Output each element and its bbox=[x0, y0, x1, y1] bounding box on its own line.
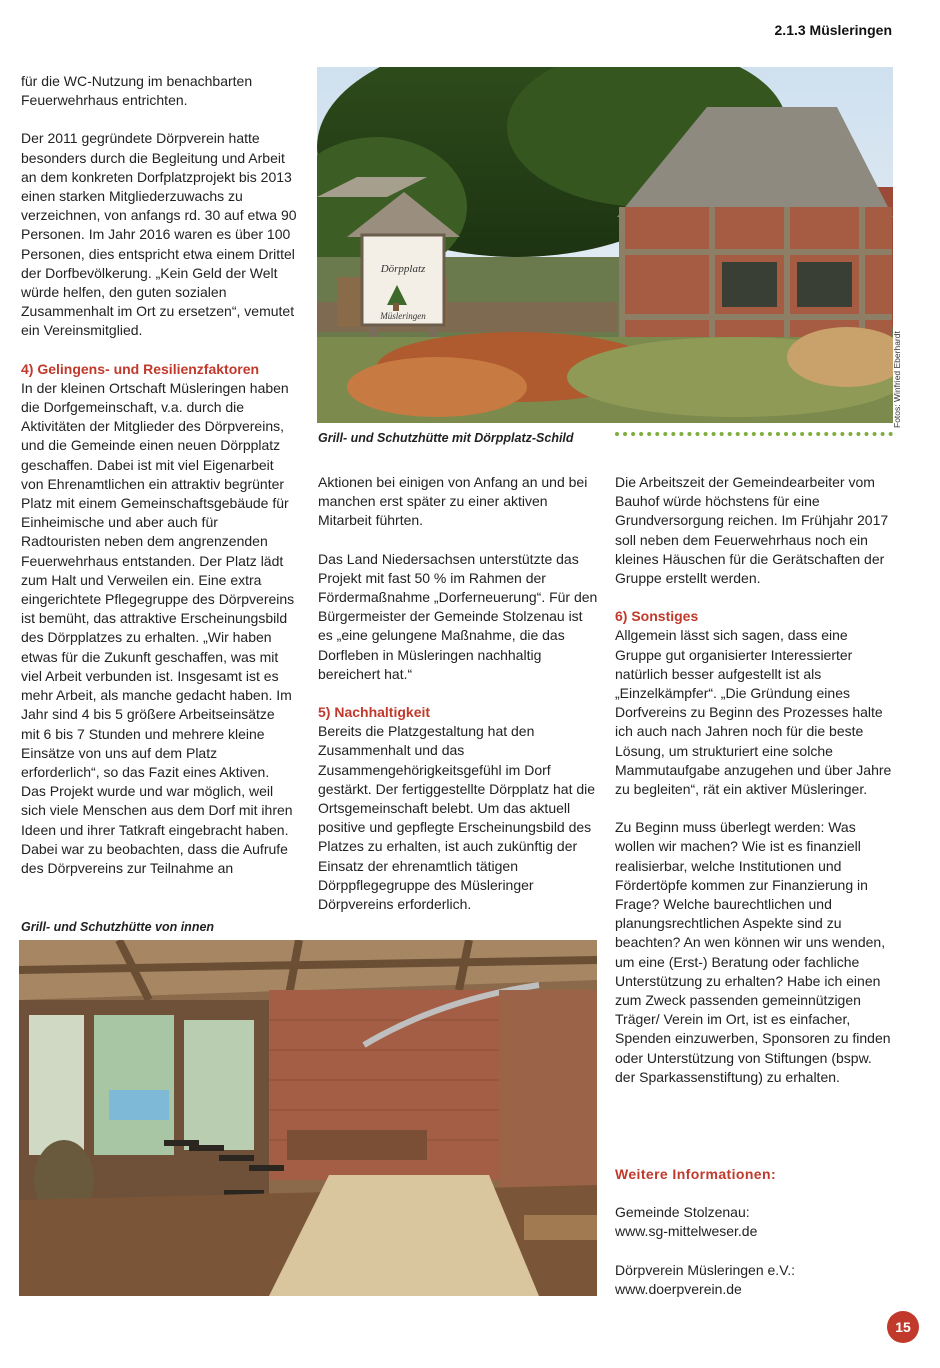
sign-text-doerpplatz: Dörpplatz bbox=[380, 263, 426, 275]
left-paragraph-3: In der kleinen Ortschaft Müsleringen haben die Dorfgemeinschaft, v.a. durch die Aktivitäten der Mitglieder des Dörpvereins, und die Gemeinde einen neuen Dörpplatz geschaffen. Dabei ist mit viel Eigenarbeit von Ehrenamtlichen ein attraktiv begrünter Platz mit einem Gemeinschaftsgebäude für Einheimische und aber auch für Radtouristen neben dem angrenzenden Feuerwehrhaus entstanden. Der Platz lädt zum Halt und Verweilen ein. Eine extra eingerichtete Pflegegruppe des Dörpvereins ist bemüht, das attraktive Erscheinungsbild des Dörpplatzes zu erhalten. „Wir haben etwas für die Zukunft geschaffen, was mit viel Arbeit verbunden ist. Insgesamt ist es mehr Arbeit, als manche gedacht haben. Im Jahr sind 4 bis 5 größere Arbeitseinsätze mit 6 bis 7 Stunden und mehrere kleine Einsätze von uns auf dem Platz erforderlich“, so das Fazit eines Aktiven. Das Projekt wurde und war möglich, weil sich viele Menschen aus dem Dorf mit ihren Ideen und ihrer Tatkraft eingebracht haben. Dabei war zu beobachten, dass die Aufrufe des Dörpvereins zur Teilnahme an bbox=[21, 379, 295, 876]
info-verein-link[interactable]: www.doerpverein.de bbox=[615, 1280, 742, 1297]
right-paragraph-3: Zu Beginn muss überlegt werden: Was wollen wir machen? Wie ist es finanziell realisierbar, welche Institutionen und Fördertöpfe kommen zur Finanzierung in Frage? Welche baurechtlichen und planungsrechtlichen Aspekte sind zu beachten? An wen können wir uns wenden, um eine (Erst-) Beratung oder fachliche Unterstützung zu erhalten? Habe ich einen zum Zweck passenden gemeinnützigen Träger/ Verein im Ort, ist es einfacher, Spenden einzuwerben, Sponsoren zu finden oder Unterstützung von Stiftungen (bspw. der Sparkassenstiftung) zu erhalten. bbox=[615, 819, 891, 1085]
info-verein-name: Dörpverein Müsleringen e.V.: bbox=[615, 1261, 796, 1278]
middle-paragraph-1: Aktionen bei einigen von Anfang an und bei manchen erst später zu einer aktiven Mitarbeit führten. bbox=[318, 474, 588, 529]
caption-top-photo: Grill- und Schutzhütte mit Dörpplatz-Schild bbox=[318, 431, 574, 445]
right-paragraph-2: Allgemein lässt sich sagen, dass eine Gruppe gut organisierter Interessierter natürlich besser aufgestellt ist als „Einzelkämpfer“. „Die Gründung eines Dorfvereins zu Beginn des Prozesses halte ich auch nach Jahren noch für die beste Lösung, um strukturiert eine solche Mammutaufgabe anzugehen und über Jahre zu begleiten“, rät ein aktiver Müsleringer. bbox=[615, 627, 892, 798]
left-paragraph-2: Der 2011 gegründete Dörpverein hatte besonders durch die Begleitung und Arbeit an dem konkreten Dorfplatzprojekt bis 2013 einen starken Mitgliederzuwachs zu verzeichnen, von anfangs rd. 30 auf etwa 90 Personen. Im Jahr 2016 waren es über 100 Personen, dies entspricht etwa einem Drittel der Dorfbevölkerung. „Kein Geld der Welt würde helfen, den guten sozialen Zusammenhalt im Ort zu ersetzen“, vemutet ein Vereinsmitglied. bbox=[21, 130, 297, 339]
middle-paragraph-3: Bereits die Platzgestaltung hat den Zusammenhalt und das Zusammengehörigkeitsgefühl im Dorf gestärkt. Der fertiggestellte Dörpplatz hat die Ortsgemeinschaft belebt. Um das aktuell positive und gepflegte Erscheinungsbild des Platzes zu erhalten, ist auch zukünftig der Einsatz der ehrenamtlich tätigen Dörppflegegruppe des Müsleringer Dörpvereins erforderlich. bbox=[318, 723, 596, 913]
left-paragraph-1: für die WC-Nutzung im benachbarten Feuerwehrhaus entrichten. bbox=[21, 73, 253, 109]
heading-further-info: Weitere Informationen: bbox=[615, 1166, 777, 1182]
section-header: 2.1.3 Müsleringen bbox=[774, 22, 892, 38]
photo-credit: Fotos: Winfried Eberhardt bbox=[892, 331, 902, 428]
photo-grill-hut-interior bbox=[19, 940, 597, 1296]
page-number-badge: 15 bbox=[887, 1311, 919, 1343]
heading-nachhaltigkeit: 5) Nachhaltigkeit bbox=[318, 704, 431, 721]
info-gemeinde-link[interactable]: www.sg-mittelweser.de bbox=[615, 1223, 758, 1240]
middle-column bbox=[318, 473, 598, 914]
sign-text-muesleringen: Müsleringen bbox=[380, 311, 426, 321]
left-column bbox=[21, 72, 297, 878]
middle-paragraph-2: Das Land Niedersachsen unterstützte das Projekt mit fast 50 % im Rahmen der Fördermaßnahme „Dorferneuerung“. Für den Bürgermeister der Gemeinde Stolzenau ist es „eine gelungene Maßnahme, die das Dorfleben in Müsleringen nachhaltig bereichert hat.“ bbox=[318, 550, 598, 682]
caption-bottom-photo: Grill- und Schutzhütte von innen bbox=[21, 920, 215, 934]
dotted-divider bbox=[615, 432, 893, 436]
heading-sonstiges: 6) Sonstiges bbox=[615, 608, 699, 625]
info-gemeinde-name: Gemeinde Stolzenau: bbox=[615, 1204, 750, 1221]
further-info bbox=[615, 1165, 895, 1299]
right-column bbox=[615, 473, 895, 1087]
right-paragraph-1: Die Arbeitszeit der Gemeindearbeiter vom Bauhof würde höchstens für eine Grundversorgung reichen. Im Frühjahr 2017 soll neben dem Feuerwehrhaus noch ein kleines Häuschen für die Gerätschaften der Gruppe erstellt werden. bbox=[615, 474, 889, 587]
photo-grill-hut-exterior bbox=[317, 67, 893, 423]
heading-gelingensfaktoren: 4) Gelingens- und Resilienzfaktoren bbox=[21, 360, 260, 377]
